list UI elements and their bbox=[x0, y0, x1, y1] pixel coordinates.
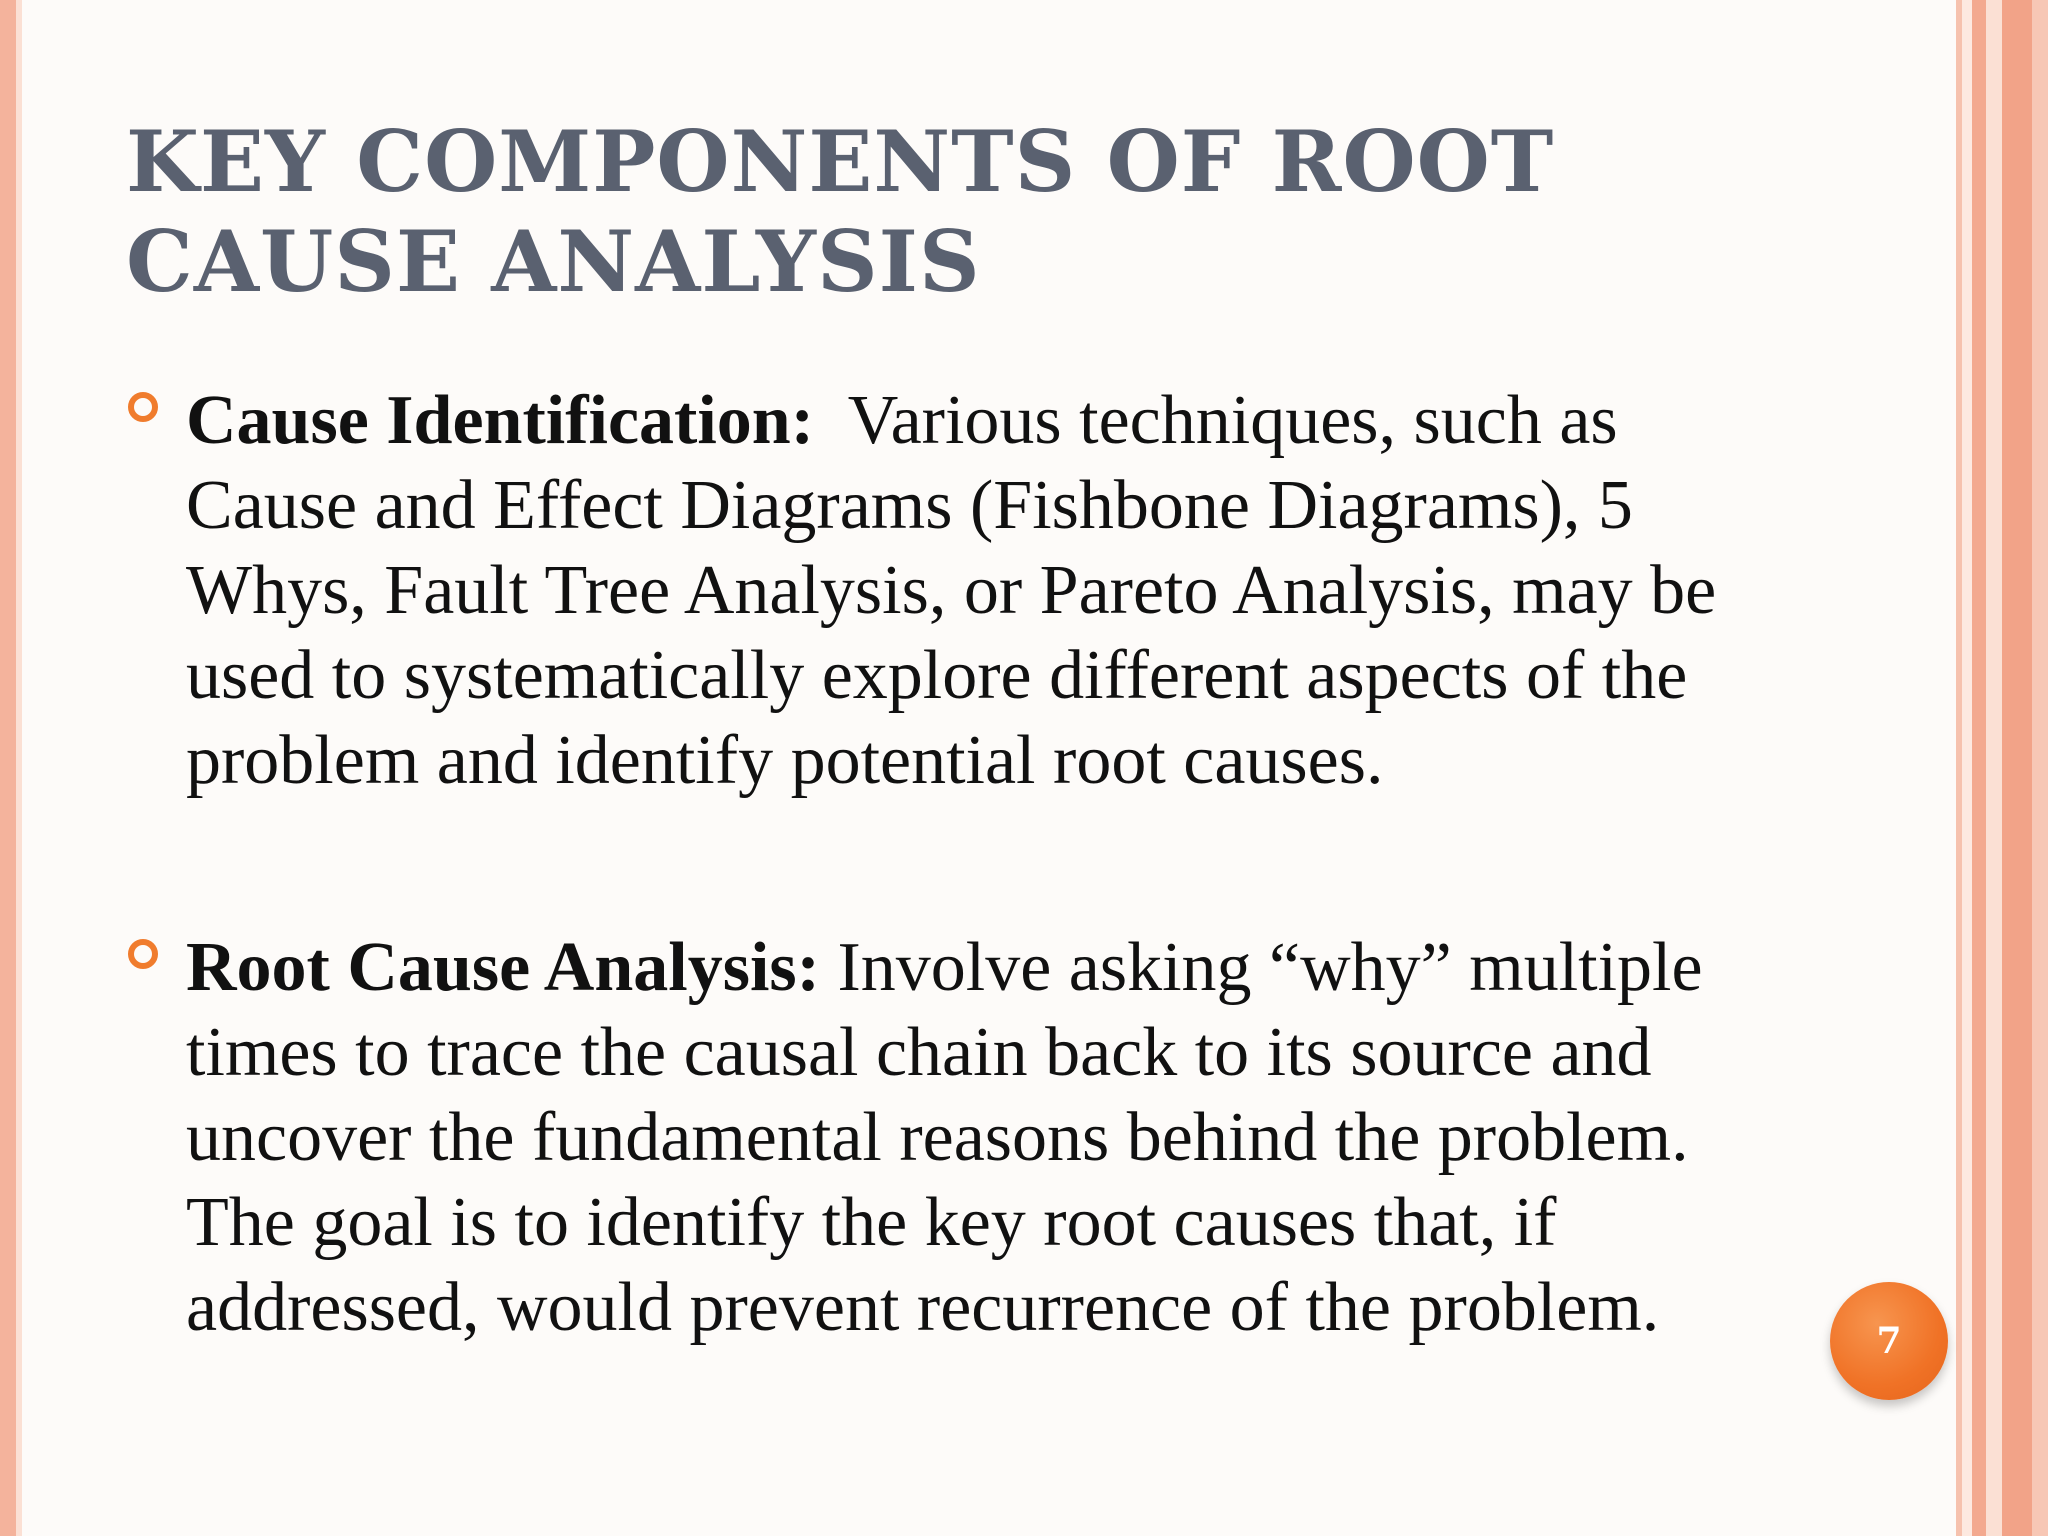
bullet-cause-identification bbox=[126, 378, 1776, 803]
slide-title-line-1: KEY COMPONENTS OF ROOT bbox=[126, 112, 1555, 211]
slide-title-line-2: CAUSE ANALYSIS bbox=[126, 212, 981, 311]
slide-title bbox=[126, 112, 1826, 312]
stripe bbox=[1972, 0, 1986, 1536]
bullet-term: Cause Identification: bbox=[186, 382, 815, 459]
bullet-list bbox=[126, 378, 1776, 1350]
hollow-circle-bullet-icon bbox=[128, 392, 158, 422]
bullet-text: Various techniques, such as Cause and Effect Diagrams (Fishbone Diagrams), 5 Whys, Fault Tree Analysis, or Pareto Analysis, may be used to systematically explore different aspects of the problem and identify potential root causes. bbox=[186, 382, 1734, 799]
left-border-inner-decoration bbox=[16, 0, 22, 1536]
bullet-root-cause-analysis bbox=[126, 925, 1776, 1350]
bullet-term: Root Cause Analysis: bbox=[186, 929, 820, 1006]
stripe bbox=[2002, 0, 2032, 1536]
bullet-text: Involve asking “why” multiple times to trace the causal chain back to its source and uncover the fundamental reasons behind the problem. The goal is to identify the key root causes that, if addressed, would prevent recurrence of the problem. bbox=[186, 929, 1721, 1346]
stripe bbox=[1962, 0, 1972, 1536]
page-number: 7 bbox=[1876, 1320, 1902, 1362]
stripe bbox=[1986, 0, 2002, 1536]
hollow-circle-bullet-icon bbox=[128, 939, 158, 969]
left-border-decoration bbox=[0, 0, 16, 1536]
right-stripes-decoration bbox=[1956, 0, 2048, 1536]
page-number-badge bbox=[1830, 1282, 1948, 1400]
stripe bbox=[2032, 0, 2048, 1536]
